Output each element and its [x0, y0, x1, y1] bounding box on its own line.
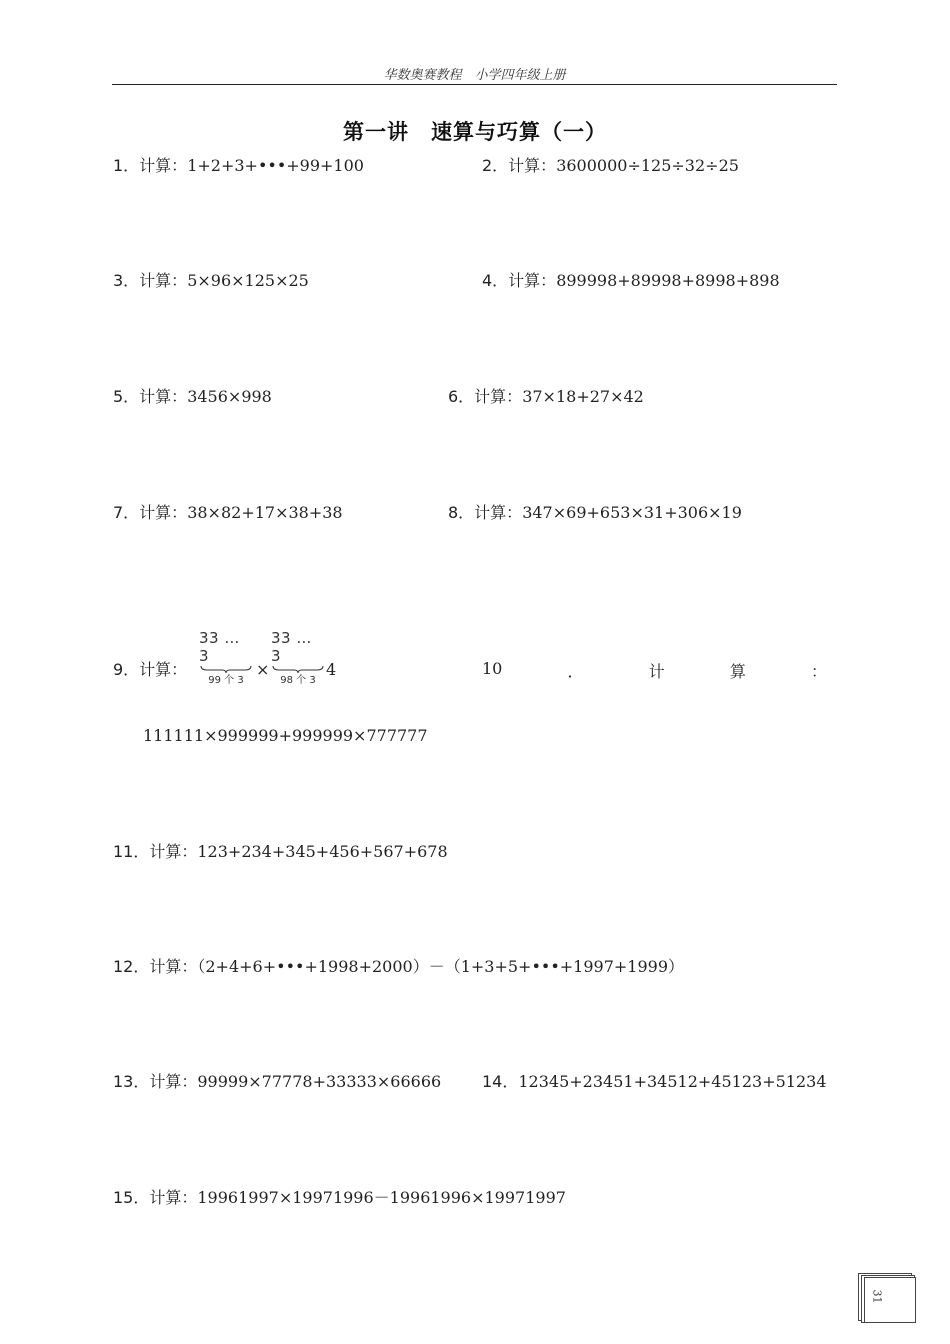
problem-expression: 19961997×19971996－19961996×19971997 [197, 1188, 566, 1207]
underbrace-group-1 [199, 629, 253, 686]
problem-expression: 37×18+27×42 [522, 387, 644, 406]
problem-expression: 347×69+653×31+306×19 [522, 503, 742, 522]
repeated-digits: 33 … 3 [199, 629, 240, 665]
problem-expression: 99999×77778+33333×66666 [197, 1072, 442, 1091]
problem-3 [113, 270, 309, 292]
problem-6 [448, 386, 644, 408]
problem-expression: （2+4+6+•••+1998+2000）－（1+3+5+•••+1997+1999） [197, 957, 685, 976]
problem-label: 6．计算： [448, 387, 523, 406]
problem-label: 7．计算： [113, 503, 188, 522]
problem-4 [482, 270, 780, 292]
problem-label: 4．计算： [482, 271, 557, 290]
problem-expression: 5×96×125×25 [187, 271, 309, 290]
running-header: 华数奥赛教程 小学四年级上册 [112, 64, 837, 85]
problem-14 [482, 1071, 827, 1093]
problem-label: 5．计算： [113, 387, 188, 406]
repeated-digits: 33 … 3 [271, 629, 312, 665]
problem-label: 11．计算： [113, 842, 198, 861]
times-sign: × [256, 660, 270, 679]
problem-expression: 1+2+3+•••+99+100 [187, 156, 364, 175]
problem-expression: 3456×998 [187, 387, 272, 406]
problem-label: 3．计算： [113, 271, 188, 290]
repeat-count: 99 个 3 [208, 675, 244, 686]
repeat-count: 98 个 3 [280, 675, 316, 686]
problem-label: 2．计算： [482, 156, 557, 175]
page-number: 31 [870, 1289, 884, 1304]
problem-7 [113, 502, 343, 524]
problem-13 [113, 1071, 441, 1093]
problem-expression: 899998+89998+8998+898 [556, 271, 780, 290]
problem-label: 8．计算： [448, 503, 523, 522]
problem-1 [113, 155, 364, 177]
problem-expression: 38×82+17×38+38 [187, 503, 343, 522]
problem-5 [113, 386, 272, 408]
problem-expression: 12345+23451+34512+45123+51234 [518, 1072, 827, 1091]
problem-expression: 123+234+345+456+567+678 [197, 842, 448, 861]
problem-12 [113, 956, 684, 978]
problem-9-tail: 4 [326, 660, 337, 679]
problem-label: 14． [482, 1072, 519, 1091]
page-number-badge [858, 1273, 916, 1323]
problem-label: 12．计算： [113, 957, 198, 976]
problem-10-label: 10 ． 计 算 ： [482, 659, 827, 681]
problem-expression: 3600000÷125÷32÷25 [556, 156, 739, 175]
problem-10-expression: 111111×999999+999999×777777 [143, 726, 428, 745]
underbrace-group-2 [271, 629, 325, 686]
problem-8 [448, 502, 742, 524]
problem-label: 15．计算： [113, 1188, 198, 1207]
problem-9 [113, 659, 187, 681]
problem-11 [113, 841, 448, 863]
problem-label: 13．计算： [113, 1072, 198, 1091]
problem-15 [113, 1187, 566, 1209]
lecture-title: 第一讲 速算与巧算（一） [343, 120, 607, 144]
problem-label: 9．计算： [113, 660, 188, 679]
problem-2 [482, 155, 739, 177]
problem-label: 1．计算： [113, 156, 188, 175]
